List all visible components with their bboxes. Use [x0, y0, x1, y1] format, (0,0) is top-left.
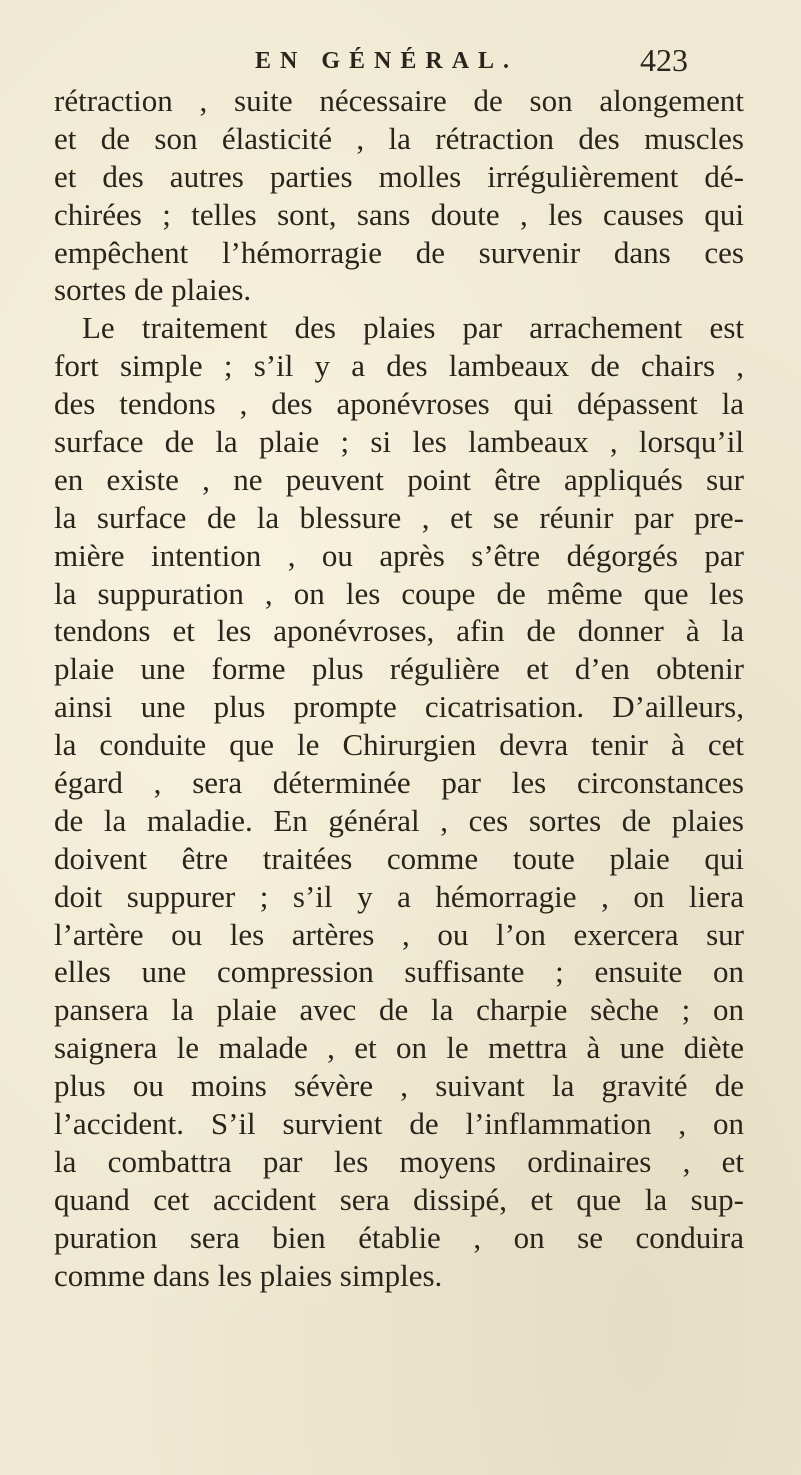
- running-head: [0, 40, 801, 80]
- text-line: pansera la plaie avec de la charpie sèche ; on: [54, 992, 744, 1028]
- text-line: plaie une forme plus régulière et d’en obtenir: [54, 651, 744, 687]
- text-line: de la maladie. En général , ces sortes de plaies: [54, 802, 744, 838]
- text-line: doivent être traitées comme toute plaie qui: [54, 840, 744, 876]
- text-line: la suppuration , on les coupe de même que les: [54, 575, 744, 611]
- text-line: la conduite que le Chirurgien devra tenir à cet: [54, 727, 744, 763]
- text-line: en existe , ne peuvent point être appliqués sur: [54, 461, 744, 497]
- text-line: la combattra par les moyens ordinaires , et: [54, 1143, 744, 1179]
- text-line: l’artère ou les artères , ou l’on exercera sur: [54, 916, 744, 952]
- text-line: comme dans les plaies simples.: [54, 1257, 443, 1293]
- text-line: puration sera bien établie , on se conduira: [54, 1219, 744, 1255]
- text-line: des tendons , des aponévroses qui dépassent la: [54, 386, 744, 422]
- text-line: ainsi une plus prompte cicatrisation. D’ailleurs,: [54, 689, 744, 725]
- text-line: elles une compression suffisante ; ensuite on: [54, 954, 744, 990]
- text-line: égard , sera déterminée par les circonstances: [54, 765, 744, 801]
- text-line: surface de la plaie ; si les lambeaux , lorsqu’il: [54, 424, 744, 460]
- text-line: fort simple ; s’il y a des lambeaux de chairs ,: [54, 348, 744, 384]
- text-line: mière intention , ou après s’être dégorgés par: [54, 537, 744, 573]
- text-line: et des autres parties molles irrégulièrement dé-: [54, 158, 744, 194]
- text-line: et de son élasticité , la rétraction des muscles: [54, 120, 744, 156]
- text-line: sortes de plaies.: [54, 272, 252, 308]
- text-line: doit suppurer ; s’il y a hémorragie , on liera: [54, 878, 744, 914]
- page-number: 423: [640, 42, 688, 78]
- text-line: chirées ; telles sont, sans doute , les causes qui: [54, 196, 744, 232]
- text-line: tendons et les aponévroses, afin de donner à la: [54, 613, 744, 649]
- text-line: empêchent l’hémorragie de survenir dans ces: [54, 234, 744, 270]
- text-line: rétraction , suite nécessaire de son alongement: [54, 83, 744, 118]
- paragraph-start-line: Le traitement des plaies par arrachement est: [82, 310, 744, 346]
- text-line: l’accident. S’il survient de l’inflammation , on: [54, 1106, 744, 1142]
- text-line: quand cet accident sera dissipé, et que la sup-: [54, 1181, 744, 1217]
- text-line: la surface de la blessure , et se réunir par pre-: [54, 499, 744, 535]
- running-title: EN GÉNÉRAL.: [255, 48, 519, 74]
- body-text: [54, 82, 744, 1295]
- text-line: plus ou moins sévère , suivant la gravité de: [54, 1068, 744, 1104]
- text-line: saignera le malade , et on le mettra à une diète: [54, 1030, 744, 1066]
